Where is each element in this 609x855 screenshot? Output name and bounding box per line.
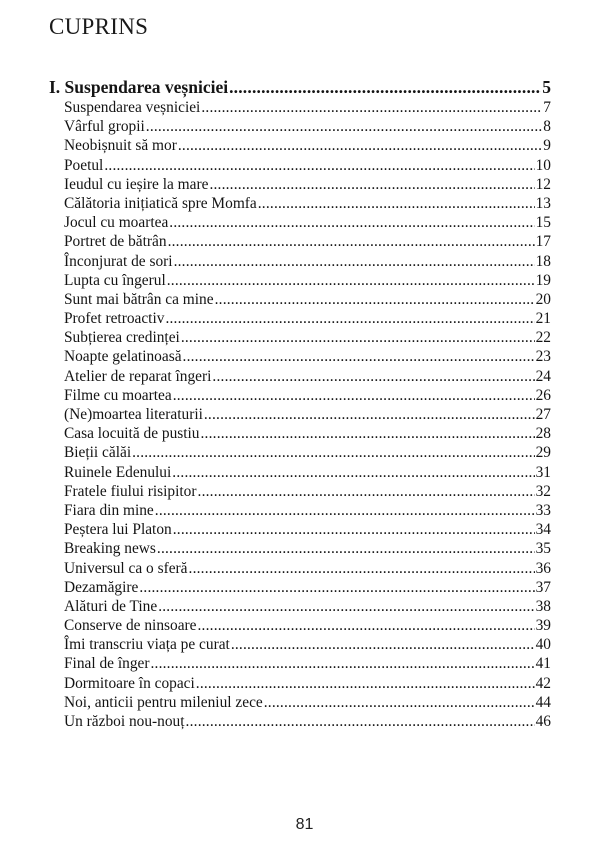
- toc-leader-dots: [155, 501, 535, 520]
- toc-entry-page: 7: [543, 99, 551, 116]
- toc-entry-page: 23: [535, 348, 551, 366]
- toc-entry-title: Universul ca o sferă: [64, 559, 188, 577]
- toc-leader-dots: [186, 712, 535, 731]
- toc-leader-dots: [204, 405, 535, 424]
- toc-leader-dots: [104, 156, 534, 175]
- toc-entry[interactable]: [49, 175, 551, 194]
- table-of-contents: [49, 76, 551, 731]
- toc-entry-title: Conserve de ninsoare: [64, 617, 197, 635]
- toc-section-title: I. Suspendarea veșniciei: [49, 77, 229, 97]
- toc-entry-title: Breaking news: [64, 540, 156, 558]
- toc-entry-page: 40: [535, 636, 551, 654]
- toc-leader-dots: [229, 76, 541, 98]
- page-title: CUPRINS: [49, 14, 149, 39]
- toc-entry-title: Suspendarea veșniciei: [64, 99, 201, 116]
- toc-entry[interactable]: [49, 520, 551, 539]
- toc-entry-title: Portret de bătrân: [64, 233, 167, 251]
- toc-leader-dots: [198, 482, 535, 501]
- toc-entry-page: 9: [543, 137, 551, 155]
- toc-entry[interactable]: [49, 578, 551, 597]
- toc-entry-title: Bieții călăi: [64, 444, 132, 462]
- toc-entry-title: Noapte gelatinoasă: [64, 348, 182, 366]
- toc-entry[interactable]: [49, 443, 551, 462]
- toc-entry-page: 36: [535, 559, 551, 577]
- toc-section-page: 5: [542, 77, 551, 97]
- toc-entry-title: Îmi transcriu viața pe curat: [64, 636, 230, 654]
- toc-leader-dots: [157, 539, 535, 558]
- toc-entry[interactable]: [49, 501, 551, 520]
- toc-leader-dots: [165, 309, 534, 328]
- toc-entry-title: Filme cu moartea: [64, 386, 172, 404]
- toc-leader-dots: [181, 328, 535, 347]
- toc-entry-page: 32: [535, 482, 551, 500]
- toc-leader-dots: [173, 520, 535, 539]
- toc-entry-page: 13: [535, 194, 551, 212]
- toc-entry-title: Fratele fiului risipitor: [64, 482, 197, 500]
- toc-entry-page: 17: [535, 233, 551, 251]
- toc-entry[interactable]: [49, 136, 551, 155]
- toc-entry-page: 12: [535, 175, 551, 193]
- toc-entry-page: 29: [535, 444, 551, 462]
- toc-entry-page: 26: [535, 386, 551, 404]
- toc-entry-page: 8: [543, 118, 551, 136]
- toc-entry-page: 21: [535, 310, 551, 328]
- toc-entry-title: Alături de Tine: [64, 597, 158, 615]
- toc-leader-dots: [215, 290, 535, 309]
- toc-entry[interactable]: [49, 693, 551, 712]
- toc-entry[interactable]: [49, 616, 551, 635]
- toc-entry-title: Vârful gropii: [64, 118, 145, 136]
- toc-entry-title: Final de înger: [64, 655, 150, 673]
- toc-entry-page: 44: [535, 693, 551, 711]
- toc-entry[interactable]: [49, 367, 551, 386]
- toc-entry[interactable]: [49, 654, 551, 673]
- toc-entry-page: 35: [535, 540, 551, 558]
- toc-leader-dots: [183, 347, 535, 366]
- toc-leader-dots: [132, 443, 535, 462]
- toc-entry-title: (Ne)moartea literaturii: [64, 406, 203, 423]
- toc-entry-page: 24: [535, 367, 551, 385]
- toc-entry-title: Neobișnuit să mor: [64, 137, 177, 155]
- toc-section-row[interactable]: [49, 76, 551, 98]
- toc-entry-page: 42: [535, 674, 551, 692]
- toc-entry[interactable]: [49, 712, 551, 731]
- toc-entry-title: Lupta cu îngerul: [64, 271, 166, 289]
- toc-entry-page: 27: [535, 406, 551, 423]
- toc-leader-dots: [212, 367, 534, 386]
- toc-entry-title: Ruinele Edenului: [64, 463, 172, 481]
- toc-entry-page: 20: [535, 290, 551, 308]
- toc-leader-dots: [231, 635, 535, 654]
- toc-leader-dots: [174, 252, 535, 271]
- toc-leader-dots: [173, 386, 535, 405]
- toc-entry-page: 28: [535, 425, 551, 443]
- toc-entry[interactable]: [49, 463, 551, 482]
- toc-entry[interactable]: [49, 635, 551, 654]
- toc-leader-dots: [258, 194, 535, 213]
- toc-entry[interactable]: [49, 309, 551, 328]
- toc-entry[interactable]: [49, 674, 551, 693]
- toc-leader-dots: [167, 271, 535, 290]
- toc-entry[interactable]: [49, 597, 551, 616]
- toc-entry-title: Dezamăgire: [64, 578, 139, 596]
- toc-entry[interactable]: [49, 156, 551, 175]
- toc-entry[interactable]: [49, 424, 551, 443]
- toc-entry[interactable]: [49, 252, 551, 271]
- toc-entry-title: Subțierea credinței: [64, 329, 180, 347]
- toc-entry[interactable]: [49, 271, 551, 290]
- toc-entry-page: 34: [535, 521, 551, 539]
- toc-entry-title: Ieudul cu ieșire la mare: [64, 175, 209, 193]
- toc-entry-title: Dormitoare în copaci: [64, 674, 195, 692]
- toc-leader-dots: [168, 232, 535, 251]
- toc-entry-page: 19: [535, 271, 551, 289]
- toc-entry[interactable]: [49, 539, 551, 558]
- toc-entry-page: 22: [535, 329, 551, 347]
- toc-entry-page: 37: [535, 578, 551, 596]
- toc-leader-dots: [209, 175, 534, 194]
- toc-entry-title: Un război nou-nouț: [64, 713, 185, 730]
- toc-entry-title: Poetul: [64, 156, 104, 174]
- toc-entry[interactable]: [49, 98, 551, 117]
- toc-entry-page: 33: [535, 501, 551, 519]
- toc-entry-title: Peștera lui Platon: [64, 521, 172, 539]
- toc-entry-page: 31: [535, 463, 551, 481]
- toc-leader-dots: [264, 693, 535, 712]
- toc-entry-title: Casa locuită de pustiu: [64, 425, 200, 443]
- toc-entry-page: 41: [535, 655, 551, 673]
- toc-entry[interactable]: [49, 117, 551, 136]
- page-number: 81: [295, 816, 314, 833]
- toc-entry-page: 18: [535, 252, 551, 270]
- toc-leader-dots: [201, 424, 535, 443]
- toc-entry-title: Călătoria inițiatică spre Momfa: [64, 194, 257, 212]
- toc-entry[interactable]: [49, 559, 551, 578]
- toc-entry-page: 38: [535, 597, 551, 615]
- toc-leader-dots: [169, 213, 534, 232]
- toc-entry-title: Atelier de reparat îngeri: [64, 367, 212, 385]
- toc-leader-dots: [178, 136, 542, 155]
- toc-entry[interactable]: [49, 194, 551, 213]
- toc-leader-dots: [146, 117, 543, 136]
- toc-entry[interactable]: [49, 232, 551, 251]
- toc-leader-dots: [198, 616, 535, 635]
- toc-entry-page: 39: [535, 617, 551, 635]
- toc-leader-dots: [139, 578, 534, 597]
- toc-entry[interactable]: [49, 386, 551, 405]
- toc-entry-title: Profet retroactiv: [64, 310, 165, 328]
- toc-leader-dots: [158, 597, 534, 616]
- toc-leader-dots: [150, 654, 534, 673]
- toc-entry[interactable]: [49, 328, 551, 347]
- toc-leader-dots: [172, 463, 534, 482]
- toc-entry[interactable]: [49, 290, 551, 309]
- toc-leader-dots: [189, 559, 535, 578]
- toc-entry-title: Noi, anticii pentru mileniul zece: [64, 693, 263, 711]
- toc-entry-title: Înconjurat de sori: [64, 252, 173, 270]
- toc-entry-page: 46: [535, 713, 551, 730]
- toc-entry-page: 10: [535, 156, 551, 174]
- toc-entry-title: Jocul cu moartea: [64, 214, 169, 232]
- toc-entry[interactable]: [49, 347, 551, 366]
- toc-entry-page: 15: [535, 214, 551, 232]
- toc-entry[interactable]: [49, 482, 551, 501]
- toc-entry[interactable]: [49, 405, 551, 424]
- toc-entry-title: Sunt mai bătrân ca mine: [64, 290, 214, 308]
- toc-leader-dots: [201, 98, 542, 117]
- toc-entry-title: Fiara din mine: [64, 501, 154, 519]
- toc-entry[interactable]: [49, 213, 551, 232]
- toc-entry-list: [49, 98, 551, 731]
- toc-leader-dots: [196, 674, 535, 693]
